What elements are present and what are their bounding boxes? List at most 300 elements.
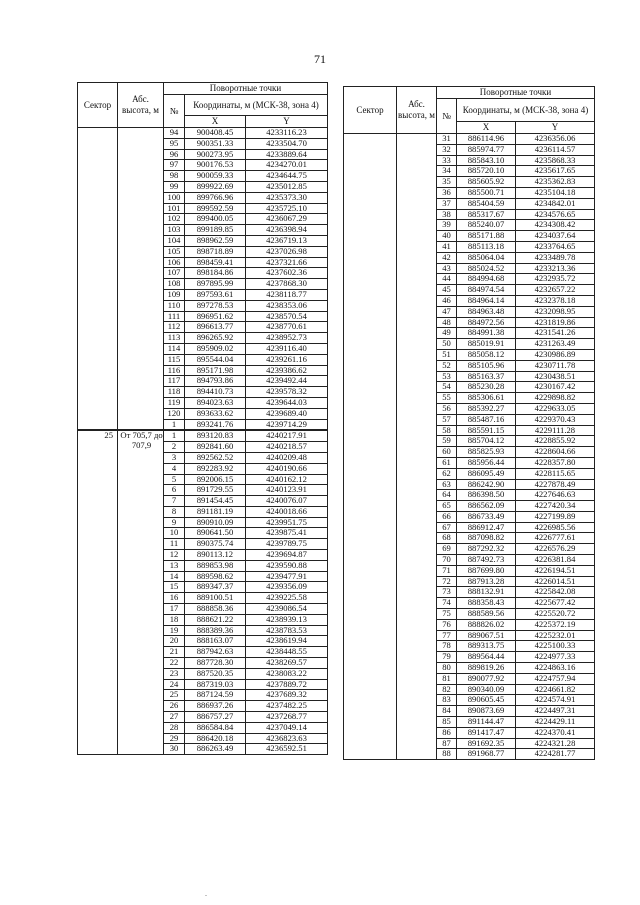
- y-coordinate: 4240123.91: [246, 485, 328, 496]
- y-coordinate: 4226777.61: [516, 533, 595, 544]
- y-coordinate: 4236823.63: [246, 733, 328, 744]
- point-number: 72: [437, 576, 457, 587]
- y-coordinate: 4239578.32: [246, 387, 328, 398]
- table-row: [78, 128, 328, 139]
- point-number: 37: [437, 198, 457, 209]
- y-coordinate: 4229633.05: [516, 403, 595, 414]
- point-number: 56: [437, 403, 457, 414]
- point-number: 55: [437, 393, 457, 404]
- point-number: 105: [164, 246, 185, 257]
- x-coordinate: 886398.50: [457, 490, 516, 501]
- y-coordinate: 4225677.42: [516, 598, 595, 609]
- point-number: 74: [437, 598, 457, 609]
- x-coordinate: 886562.09: [457, 501, 516, 512]
- point-number: 24: [164, 679, 185, 690]
- y-coordinate: 4235868.33: [516, 155, 595, 166]
- x-coordinate: 899922.69: [185, 181, 246, 192]
- x-coordinate: 900059.33: [185, 171, 246, 182]
- point-number: 115: [164, 354, 185, 365]
- y-coordinate: 4232378.18: [516, 295, 595, 306]
- point-number: 69: [437, 544, 457, 555]
- point-number: 64: [437, 490, 457, 501]
- footer-mark: .: [205, 889, 207, 898]
- point-number: 62: [437, 468, 457, 479]
- point-number: 82: [437, 684, 457, 695]
- x-header: X: [457, 122, 516, 134]
- sector-header: Сектор: [78, 83, 118, 128]
- y-coordinate: 4225100.33: [516, 641, 595, 652]
- point-number: 114: [164, 343, 185, 354]
- point-number: 60: [437, 447, 457, 458]
- point-number: 40: [437, 231, 457, 242]
- x-coordinate: 891729.55: [185, 485, 246, 496]
- x-coordinate: 885230.28: [457, 382, 516, 393]
- x-coordinate: 884974.54: [457, 285, 516, 296]
- y-coordinate: 4230167.42: [516, 382, 595, 393]
- x-coordinate: 890340.09: [457, 684, 516, 695]
- y-coordinate: 4237482.25: [246, 701, 328, 712]
- x-coordinate: 889313.75: [457, 641, 516, 652]
- point-number: 4: [164, 463, 185, 474]
- point-number: 9: [164, 517, 185, 528]
- x-coordinate: 887124.59: [185, 690, 246, 701]
- x-header: X: [185, 116, 246, 128]
- y-coordinate: 4240018.66: [246, 506, 328, 517]
- point-number: 19: [164, 625, 185, 636]
- y-coordinate: 4230711.78: [516, 360, 595, 371]
- x-coordinate: 887319.03: [185, 679, 246, 690]
- point-number: 98: [164, 171, 185, 182]
- page-number: 71: [314, 52, 326, 66]
- point-number: 30: [164, 744, 185, 755]
- x-coordinate: 886263.49: [185, 744, 246, 755]
- point-number: 70: [437, 555, 457, 566]
- point-number: 110: [164, 300, 185, 311]
- y-coordinate: 4239714.29: [246, 419, 328, 430]
- y-coordinate: 4240217.91: [246, 430, 328, 441]
- y-coordinate: 4237602.36: [246, 268, 328, 279]
- x-coordinate: 886114.96: [457, 134, 516, 145]
- y-coordinate: 4239477.91: [246, 571, 328, 582]
- coords-header: Координаты, м (МСК-38, зона 4): [185, 95, 328, 116]
- point-number: 54: [437, 382, 457, 393]
- point-number: 108: [164, 279, 185, 290]
- y-coordinate: 4224757.94: [516, 673, 595, 684]
- y-coordinate: 4229898.82: [516, 393, 595, 404]
- coordinates-table-left: [77, 82, 328, 755]
- point-number: 85: [437, 717, 457, 728]
- y-coordinate: 4235373.30: [246, 192, 328, 203]
- point-number: 81: [437, 673, 457, 684]
- table-row: [78, 430, 328, 441]
- y-coordinate: 4237268.77: [246, 712, 328, 723]
- x-coordinate: 893241.76: [185, 419, 246, 430]
- x-coordinate: 900351.33: [185, 138, 246, 149]
- point-number: 21: [164, 647, 185, 658]
- y-coordinate: 4231819.86: [516, 317, 595, 328]
- x-coordinate: 896613.77: [185, 322, 246, 333]
- x-coordinate: 891968.77: [457, 749, 516, 760]
- y-coordinate: 4239590.88: [246, 560, 328, 571]
- x-coordinate: 885240.07: [457, 220, 516, 231]
- y-coordinate: 4239261.16: [246, 354, 328, 365]
- y-coordinate: 4226576.29: [516, 544, 595, 555]
- x-coordinate: 889819.26: [457, 663, 516, 674]
- x-coordinate: 890605.45: [457, 695, 516, 706]
- y-coordinate: 4224370.41: [516, 727, 595, 738]
- point-number: 25: [164, 690, 185, 701]
- x-coordinate: 899592.59: [185, 203, 246, 214]
- point-number: 23: [164, 668, 185, 679]
- point-number: 38: [437, 209, 457, 220]
- point-number: 109: [164, 289, 185, 300]
- x-coordinate: 891417.47: [457, 727, 516, 738]
- point-number: 44: [437, 274, 457, 285]
- x-coordinate: 892006.15: [185, 474, 246, 485]
- altitude-cell: От 705,7 до 707,9: [118, 430, 164, 754]
- point-number: 27: [164, 712, 185, 723]
- y-coordinate: 4234037.64: [516, 231, 595, 242]
- x-coordinate: 893633.62: [185, 408, 246, 419]
- point-number: 22: [164, 658, 185, 669]
- x-coordinate: 889564.44: [457, 652, 516, 663]
- point-number: 36: [437, 187, 457, 198]
- altitude-header: Абс. высота, м: [118, 83, 164, 128]
- y-coordinate: 4240162.12: [246, 474, 328, 485]
- point-number: 2: [164, 442, 185, 453]
- point-number: 97: [164, 160, 185, 171]
- y-coordinate: 4226985.56: [516, 522, 595, 533]
- point-number: 103: [164, 225, 185, 236]
- x-coordinate: 889347.37: [185, 582, 246, 593]
- y-coordinate: 4230986.89: [516, 349, 595, 360]
- point-number: 11: [164, 539, 185, 550]
- y-coordinate: 4237049.14: [246, 722, 328, 733]
- x-coordinate: 887520.35: [185, 668, 246, 679]
- x-coordinate: 886420.18: [185, 733, 246, 744]
- y-coordinate: 4237689.32: [246, 690, 328, 701]
- point-number: 119: [164, 397, 185, 408]
- point-number: 28: [164, 722, 185, 733]
- point-number: 112: [164, 322, 185, 333]
- point-number: 59: [437, 436, 457, 447]
- y-coordinate: 4238952.73: [246, 333, 328, 344]
- x-coordinate: 886242.90: [457, 479, 516, 490]
- x-coordinate: 889598.62: [185, 571, 246, 582]
- sector-cell: [78, 128, 118, 431]
- point-number: 106: [164, 257, 185, 268]
- coordinates-table-right: [343, 86, 595, 760]
- y-coordinate: 4234842.01: [516, 198, 595, 209]
- point-number: 49: [437, 328, 457, 339]
- x-coordinate: 895909.02: [185, 343, 246, 354]
- point-number: 116: [164, 365, 185, 376]
- y-coordinate: 4239644.03: [246, 397, 328, 408]
- x-coordinate: 899400.05: [185, 214, 246, 225]
- y-coordinate: 4238770.61: [246, 322, 328, 333]
- x-coordinate: 894793.86: [185, 376, 246, 387]
- x-coordinate: 890077.92: [457, 673, 516, 684]
- number-header: №: [164, 95, 185, 128]
- x-coordinate: 887292.32: [457, 544, 516, 555]
- y-coordinate: 4239492.44: [246, 376, 328, 387]
- x-coordinate: 885704.12: [457, 436, 516, 447]
- point-number: 12: [164, 550, 185, 561]
- x-coordinate: 887942.63: [185, 647, 246, 658]
- y-coordinate: 4224661.82: [516, 684, 595, 695]
- y-coordinate: 4234308.42: [516, 220, 595, 231]
- x-coordinate: 886095.49: [457, 468, 516, 479]
- x-coordinate: 885974.77: [457, 144, 516, 155]
- y-coordinate: 4234576.65: [516, 209, 595, 220]
- header-row: [344, 87, 595, 99]
- point-number: 68: [437, 533, 457, 544]
- point-number: 17: [164, 604, 185, 615]
- point-number: 53: [437, 371, 457, 382]
- y-coordinate: 4232657.22: [516, 285, 595, 296]
- x-coordinate: 886937.26: [185, 701, 246, 712]
- point-number: 39: [437, 220, 457, 231]
- y-header: Y: [246, 116, 328, 128]
- y-coordinate: 4226194.51: [516, 565, 595, 576]
- point-number: 20: [164, 636, 185, 647]
- x-coordinate: 885064.04: [457, 252, 516, 263]
- point-number: 94: [164, 128, 185, 139]
- point-number: 102: [164, 214, 185, 225]
- y-coordinate: 4239689.40: [246, 408, 328, 419]
- point-number: 1: [164, 430, 185, 441]
- y-coordinate: 4235104.18: [516, 187, 595, 198]
- point-number: 66: [437, 511, 457, 522]
- x-coordinate: 892562.52: [185, 452, 246, 463]
- point-number: 26: [164, 701, 185, 712]
- point-number: 50: [437, 339, 457, 350]
- y-coordinate: 4224281.77: [516, 749, 595, 760]
- coords-header: Координаты, м (МСК-38, зона 4): [457, 99, 595, 122]
- y-coordinate: 4228357.80: [516, 457, 595, 468]
- x-coordinate: 890375.74: [185, 539, 246, 550]
- x-coordinate: 900176.53: [185, 160, 246, 171]
- point-number: 79: [437, 652, 457, 663]
- y-coordinate: 4239225.58: [246, 593, 328, 604]
- x-coordinate: 885843.10: [457, 155, 516, 166]
- y-coordinate: 4229370.43: [516, 414, 595, 425]
- point-number: 15: [164, 582, 185, 593]
- x-coordinate: 885163.37: [457, 371, 516, 382]
- point-number: 10: [164, 528, 185, 539]
- y-coordinate: 4236114.57: [516, 144, 595, 155]
- x-coordinate: 900408.45: [185, 128, 246, 139]
- point-number: 41: [437, 241, 457, 252]
- y-coordinate: 4239789.75: [246, 539, 328, 550]
- y-coordinate: 4224574.91: [516, 695, 595, 706]
- point-number: 61: [437, 457, 457, 468]
- point-number: 31: [437, 134, 457, 145]
- x-coordinate: 888163.07: [185, 636, 246, 647]
- point-number: 104: [164, 235, 185, 246]
- x-coordinate: 885392.27: [457, 403, 516, 414]
- point-number: 35: [437, 177, 457, 188]
- x-coordinate: 891692.35: [457, 738, 516, 749]
- point-number: 18: [164, 614, 185, 625]
- x-coordinate: 887728.30: [185, 658, 246, 669]
- y-coordinate: 4234270.01: [246, 160, 328, 171]
- x-coordinate: 885956.44: [457, 457, 516, 468]
- point-number: 95: [164, 138, 185, 149]
- x-coordinate: 884994.68: [457, 274, 516, 285]
- point-number: 3: [164, 452, 185, 463]
- y-coordinate: 4235362.83: [516, 177, 595, 188]
- y-coordinate: 4226014.51: [516, 576, 595, 587]
- sector-cell: [344, 134, 397, 760]
- point-number: 46: [437, 295, 457, 306]
- y-coordinate: 4224321.28: [516, 738, 595, 749]
- point-number: 67: [437, 522, 457, 533]
- y-coordinate: 4233504.70: [246, 138, 328, 149]
- point-number: 86: [437, 727, 457, 738]
- y-coordinate: 4227646.63: [516, 490, 595, 501]
- point-number: 120: [164, 408, 185, 419]
- x-coordinate: 885105.96: [457, 360, 516, 371]
- y-coordinate: 4236719.13: [246, 235, 328, 246]
- point-number: 80: [437, 663, 457, 674]
- y-coordinate: 4231263.49: [516, 339, 595, 350]
- y-coordinate: 4238448.55: [246, 647, 328, 658]
- y-coordinate: 4224497.31: [516, 706, 595, 717]
- x-coordinate: 890910.09: [185, 517, 246, 528]
- point-number: 6: [164, 485, 185, 496]
- y-coordinate: 4224977.33: [516, 652, 595, 663]
- x-coordinate: 891181.19: [185, 506, 246, 517]
- y-coordinate: 4240076.07: [246, 496, 328, 507]
- x-coordinate: 885500.71: [457, 187, 516, 198]
- x-coordinate: 884964.14: [457, 295, 516, 306]
- point-number: 58: [437, 425, 457, 436]
- x-coordinate: 892841.60: [185, 442, 246, 453]
- x-coordinate: 885825.93: [457, 447, 516, 458]
- y-coordinate: 4239356.09: [246, 582, 328, 593]
- x-coordinate: 888858.36: [185, 604, 246, 615]
- point-number: 43: [437, 263, 457, 274]
- point-number: 33: [437, 155, 457, 166]
- y-coordinate: 4237889.72: [246, 679, 328, 690]
- x-coordinate: 885591.15: [457, 425, 516, 436]
- x-coordinate: 892283.92: [185, 463, 246, 474]
- x-coordinate: 889853.98: [185, 560, 246, 571]
- y-coordinate: 4240209.48: [246, 452, 328, 463]
- y-coordinate: 4239951.75: [246, 517, 328, 528]
- point-number: 88: [437, 749, 457, 760]
- x-coordinate: 889100.51: [185, 593, 246, 604]
- y-coordinate: 4236067.29: [246, 214, 328, 225]
- x-coordinate: 888621.22: [185, 614, 246, 625]
- x-coordinate: 895171.98: [185, 365, 246, 376]
- y-coordinate: 4228115.65: [516, 468, 595, 479]
- y-coordinate: 4238783.53: [246, 625, 328, 636]
- sector-cell: 25: [78, 430, 118, 754]
- x-coordinate: 886584.84: [185, 722, 246, 733]
- y-coordinate: 4233489.78: [516, 252, 595, 263]
- y-coordinate: 4236398.94: [246, 225, 328, 236]
- y-coordinate: 4228604.66: [516, 447, 595, 458]
- x-coordinate: 896265.92: [185, 333, 246, 344]
- point-number: 71: [437, 565, 457, 576]
- y-coordinate: 4235617.65: [516, 166, 595, 177]
- x-coordinate: 890873.69: [457, 706, 516, 717]
- point-number: 42: [437, 252, 457, 263]
- y-coordinate: 4240218.57: [246, 442, 328, 453]
- altitude-cell: [397, 134, 437, 760]
- sector-header: Сектор: [344, 87, 397, 134]
- y-coordinate: 4239386.62: [246, 365, 328, 376]
- y-coordinate: 4224429.11: [516, 717, 595, 728]
- x-coordinate: 885306.61: [457, 393, 516, 404]
- y-coordinate: 4232935.72: [516, 274, 595, 285]
- y-coordinate: 4235725.10: [246, 203, 328, 214]
- y-coordinate: 4234644.75: [246, 171, 328, 182]
- x-coordinate: 897593.61: [185, 289, 246, 300]
- y-coordinate: 4233764.65: [516, 241, 595, 252]
- y-coordinate: 4224863.16: [516, 663, 595, 674]
- y-coordinate: 4239875.41: [246, 528, 328, 539]
- x-coordinate: 898459.41: [185, 257, 246, 268]
- x-coordinate: 885171.88: [457, 231, 516, 242]
- table-row: [344, 134, 595, 145]
- x-coordinate: 885317.67: [457, 209, 516, 220]
- x-coordinate: 884972.56: [457, 317, 516, 328]
- y-coordinate: 4227420.34: [516, 501, 595, 512]
- point-number: 7: [164, 496, 185, 507]
- point-number: 78: [437, 641, 457, 652]
- x-coordinate: 887098.82: [457, 533, 516, 544]
- x-coordinate: 886733.49: [457, 511, 516, 522]
- y-coordinate: 4238939.13: [246, 614, 328, 625]
- point-number: 99: [164, 181, 185, 192]
- x-coordinate: 900273.95: [185, 149, 246, 160]
- point-number: 52: [437, 360, 457, 371]
- y-coordinate: 4225520.72: [516, 609, 595, 620]
- point-number: 34: [437, 166, 457, 177]
- y-coordinate: 4240190.66: [246, 463, 328, 474]
- x-coordinate: 884963.48: [457, 306, 516, 317]
- y-coordinate: 4227199.89: [516, 511, 595, 522]
- y-coordinate: 4225232.01: [516, 630, 595, 641]
- y-coordinate: 4238118.77: [246, 289, 328, 300]
- x-coordinate: 896951.62: [185, 311, 246, 322]
- point-number: 111: [164, 311, 185, 322]
- y-coordinate: 4233116.23: [246, 128, 328, 139]
- x-coordinate: 889067.51: [457, 630, 516, 641]
- y-coordinate: 4238083.22: [246, 668, 328, 679]
- turning-points-header: Поворотные точки: [164, 83, 328, 95]
- y-coordinate: 4225842.08: [516, 587, 595, 598]
- altitude-cell: [118, 128, 164, 431]
- x-coordinate: 894410.73: [185, 387, 246, 398]
- point-number: 45: [437, 285, 457, 296]
- point-number: 113: [164, 333, 185, 344]
- y-coordinate: 4238619.94: [246, 636, 328, 647]
- x-coordinate: 891144.47: [457, 717, 516, 728]
- y-coordinate: 4237868.30: [246, 279, 328, 290]
- x-coordinate: 888358.43: [457, 598, 516, 609]
- y-coordinate: 4233889.64: [246, 149, 328, 160]
- y-coordinate: 4239694.87: [246, 550, 328, 561]
- point-number: 29: [164, 733, 185, 744]
- x-coordinate: 899189.85: [185, 225, 246, 236]
- y-coordinate: 4233213.36: [516, 263, 595, 274]
- point-number: 16: [164, 593, 185, 604]
- x-coordinate: 897278.53: [185, 300, 246, 311]
